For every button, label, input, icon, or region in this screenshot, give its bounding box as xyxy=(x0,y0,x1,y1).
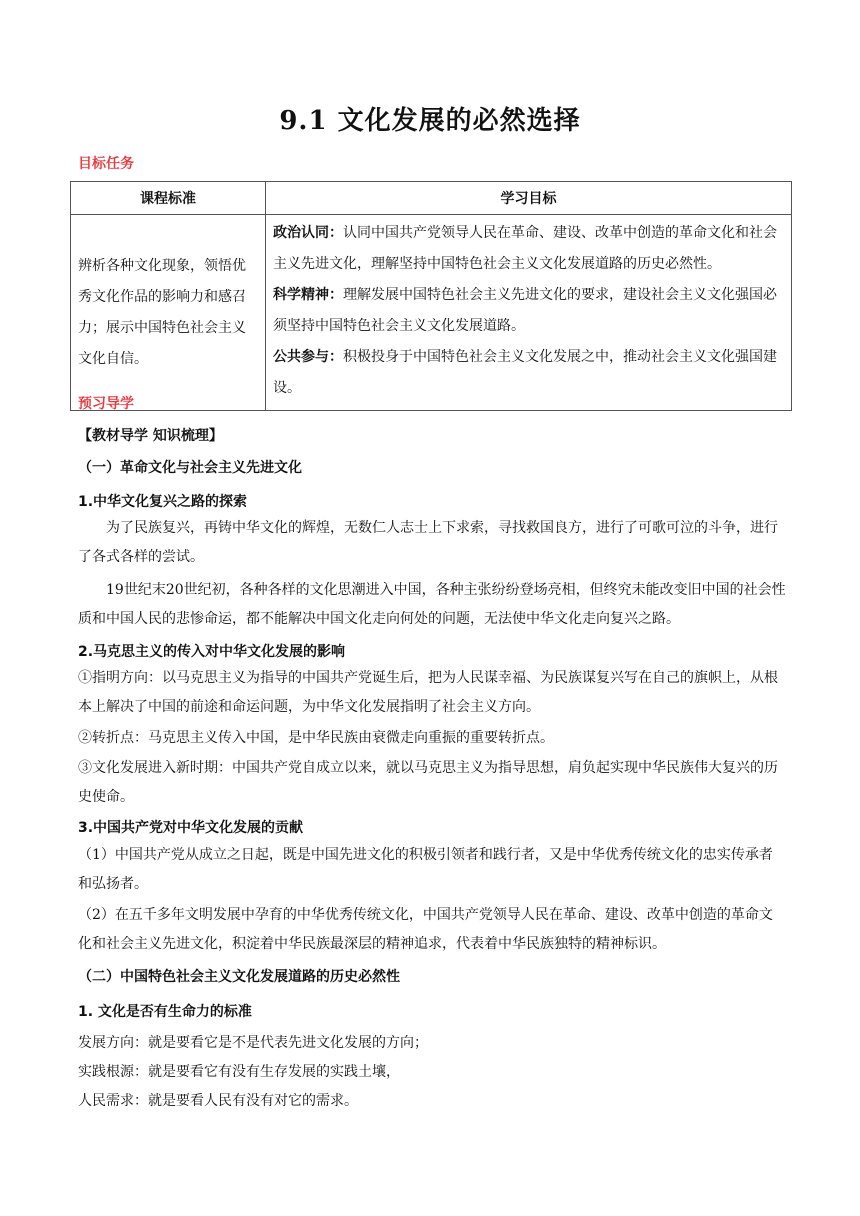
objective-political xyxy=(273,218,784,280)
part2-heading: （二）中国特色社会主义文化发展道路的历史必然性 xyxy=(78,969,400,985)
objective-label: 政治认同： xyxy=(273,225,343,241)
guide-heading: 【教材导学 知识梳理】 xyxy=(78,428,223,444)
part2-subheading-1: 1. 文化是否有生命力的标准 xyxy=(78,1004,252,1020)
course-standard-cell: 辨析各种文化现象，领悟优秀文化作品的影响力和感召力；展示中国特色社会主义文化自信。 xyxy=(71,215,266,411)
part1-heading: （一）革命文化与社会主义先进文化 xyxy=(78,460,302,476)
table-row xyxy=(71,215,792,411)
paragraph: 19世纪末20世纪初，各种各样的文化思潮进入中国，各种主张纷纷登场亮相，但终究未能改变旧中国的社会性质和中国人民的悲惨命运，都不能解决中国文化走向何处的问题，无法使中华文化走向复兴之路。 xyxy=(78,582,786,627)
part1-subheading-2: 2.马克思主义的传入对中华文化发展的影响 xyxy=(78,644,346,660)
objective-label: 科学精神： xyxy=(273,287,343,303)
part1-subheading-3: 3.中国共产党对中华文化发展的贡献 xyxy=(78,820,304,836)
paragraph: ②转折点：马克思主义传入中国，是中华民族由衰微走向重振的重要转折点。 xyxy=(78,730,554,746)
text-line: 实践根源：就是要看它有没有生存发展的实践土壤， xyxy=(78,1064,400,1080)
objective-label: 公共参与： xyxy=(273,349,343,365)
part1-subheading-1: 1.中华文化复兴之路的探索 xyxy=(78,494,248,510)
goals-table xyxy=(70,181,792,411)
paragraph: （2）在五千多年文明发展中孕育的中华优秀传统文化，中国共产党领导人民在革命、建设、改革中创造的革命文化和社会主义先进文化，积淀着中华民族最深层的精神追求，代表着中华民族独特的精神标识。 xyxy=(78,907,773,952)
page-title: 9.1 文化发展的必然选择 xyxy=(279,106,581,136)
objective-text: 理解发展中国特色社会主义先进文化的要求，建设社会主义文化强国必须坚持中国特色社会主义文化发展道路。 xyxy=(273,287,777,334)
paragraph: ①指明方向：以马克思主义为指导的中国共产党诞生后，把为人民谋幸福、为民族谋复兴写在自己的旗帜上，从根本上解决了中国的前途和命运问题，为中华文化发展指明了社会主义方向。 xyxy=(78,670,778,715)
text-line: 人民需求：就是要看人民有没有对它的需求。 xyxy=(78,1093,358,1109)
objective-science xyxy=(273,280,784,342)
paragraph: 为了民族复兴，再铸中华文化的辉煌，无数仁人志士上下求索，寻找救国良方，进行了可歌可泣的斗争，进行了各式各样的尝试。 xyxy=(78,520,778,565)
section-heading-goals: 目标任务 xyxy=(78,156,134,172)
learning-objectives-cell xyxy=(266,215,792,411)
section-heading-preview: 预习导学 xyxy=(78,396,134,412)
paragraph: ③文化发展进入新时期：中国共产党自成立以来，就以马克思主义为指导思想，肩负起实现中华民族伟大复兴的历史使命。 xyxy=(78,760,778,805)
paragraph: （1）中国共产党从成立之日起，既是中国先进文化的积极引领者和践行者，又是中华优秀传统文化的忠实传承者和弘扬者。 xyxy=(78,847,773,892)
objective-participation xyxy=(273,342,784,404)
objective-text: 认同中国共产党领导人民在革命、建设、改革中创造的革命文化和社会主义先进文化，理解坚持中国特色社会主义文化发展道路的历史必然性。 xyxy=(273,225,777,272)
table-header-objectives: 学习目标 xyxy=(266,182,792,215)
objective-text: 积极投身于中国特色社会主义文化发展之中，推动社会主义文化强国建设。 xyxy=(273,349,777,396)
table-header-standard: 课程标准 xyxy=(71,182,266,215)
text-line: 发展方向：就是要看它是不是代表先进文化发展的方向； xyxy=(78,1035,428,1051)
table-header-row xyxy=(71,182,792,215)
